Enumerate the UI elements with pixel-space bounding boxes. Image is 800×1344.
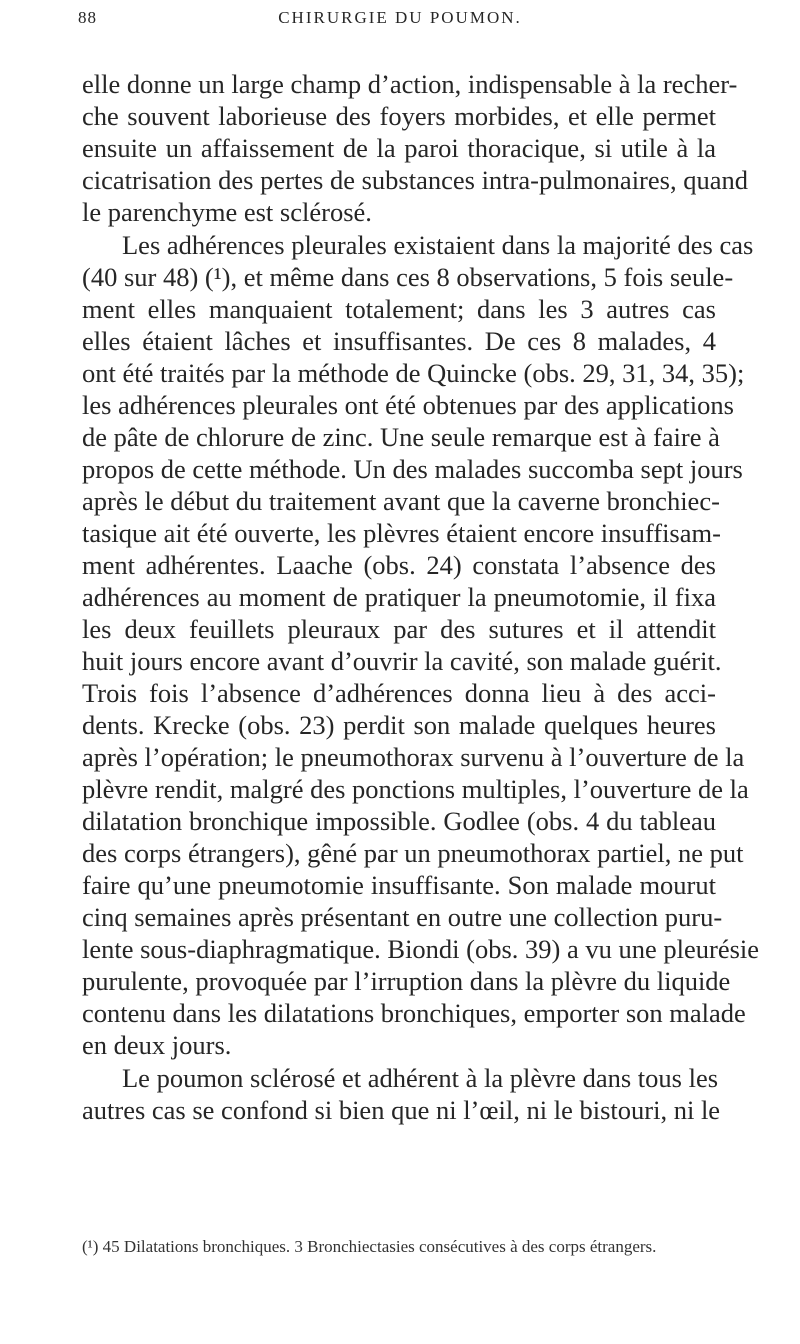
page-number: 88 [78,8,97,27]
text-line: ment adhérentes. Laache (obs. 24) constata l’absence des [82,550,716,580]
text-line: les adhérences pleurales ont été obtenues par des applications [82,390,734,420]
text-line: les deux feuillets pleuraux par des sutures et il attendit [82,614,716,644]
text-line: dents. Krecke (obs. 23) perdit son malade quelques heures [82,710,716,740]
footnote: (¹) 45 Dilatations bronchiques. 3 Bronchiectasies consécutives à des corps étrangers. [82,1237,657,1256]
text-line: ment elles manquaient totalement; dans les 3 autres cas [82,294,716,324]
text-line: elle donne un large champ d’action, indispensable à la recher- [82,69,738,99]
text-line: che souvent laborieuse des foyers morbides, et elle permet [82,101,716,131]
text-line: le parenchyme est sclérosé. [82,197,372,227]
text-line: des corps étrangers), gêné par un pneumothorax partiel, ne put [82,838,744,868]
text-line: huit jours encore avant d’ouvrir la cavité, son malade guérit. [82,646,722,676]
text-line: (40 sur 48) (¹), et même dans ces 8 observations, 5 fois seule- [82,262,734,292]
text-line: après le début du traitement avant que la caverne bronchiec- [82,486,720,516]
text-line: dilatation bronchique impossible. Godlee (obs. 4 du tableau [82,806,716,836]
text-line: tasique ait été ouverte, les plèvres étaient encore insuffisam- [82,518,721,548]
text-line: Trois fois l’absence d’adhérences donna lieu à des acci- [82,678,716,708]
running-title: CHIRURGIE DU POUMON. [278,8,522,27]
text-line: faire qu’une pneumotomie insuffisante. Son malade mourut [82,870,716,900]
text-line: elles étaient lâches et insuffisantes. De ces 8 malades, 4 [82,326,716,356]
text-line: Les adhérences pleurales existaient dans la majorité des cas [122,230,754,260]
text-line: lente sous-diaphragmatique. Biondi (obs. 39) a vu une pleurésie [82,934,760,964]
text-line: en deux jours. [82,1030,232,1060]
text-line: cicatrisation des pertes de substances intra-pulmonaires, quand [82,165,748,195]
text-line: Le poumon sclérosé et adhérent à la plèvre dans tous les [122,1063,719,1093]
text-line: autres cas se confond si bien que ni l’œil, ni le bistouri, ni le [82,1095,721,1125]
text-line: ensuite un affaissement de la paroi thoracique, si utile à la [82,133,716,163]
text-line: de pâte de chlorure de zinc. Une seule remarque est à faire à [82,422,720,452]
text-line: ont été traités par la méthode de Quincke (obs. 29, 31, 34, 35); [82,358,745,388]
text-line: propos de cette méthode. Un des malades succomba sept jours [82,454,743,484]
text-line: après l’opération; le pneumothorax survenu à l’ouverture de la [82,742,745,772]
text-line: plèvre rendit, malgré des ponctions multiples, l’ouverture de la [82,774,749,804]
text-line: contenu dans les dilatations bronchiques, emporter son malade [82,998,746,1028]
text-line: cinq semaines après présentant en outre une collection puru- [82,902,723,932]
text-line: purulente, provoquée par l’irruption dans la plèvre du liquide [82,966,731,996]
text-line: adhérences au moment de pratiquer la pneumotomie, il fixa [82,582,716,612]
